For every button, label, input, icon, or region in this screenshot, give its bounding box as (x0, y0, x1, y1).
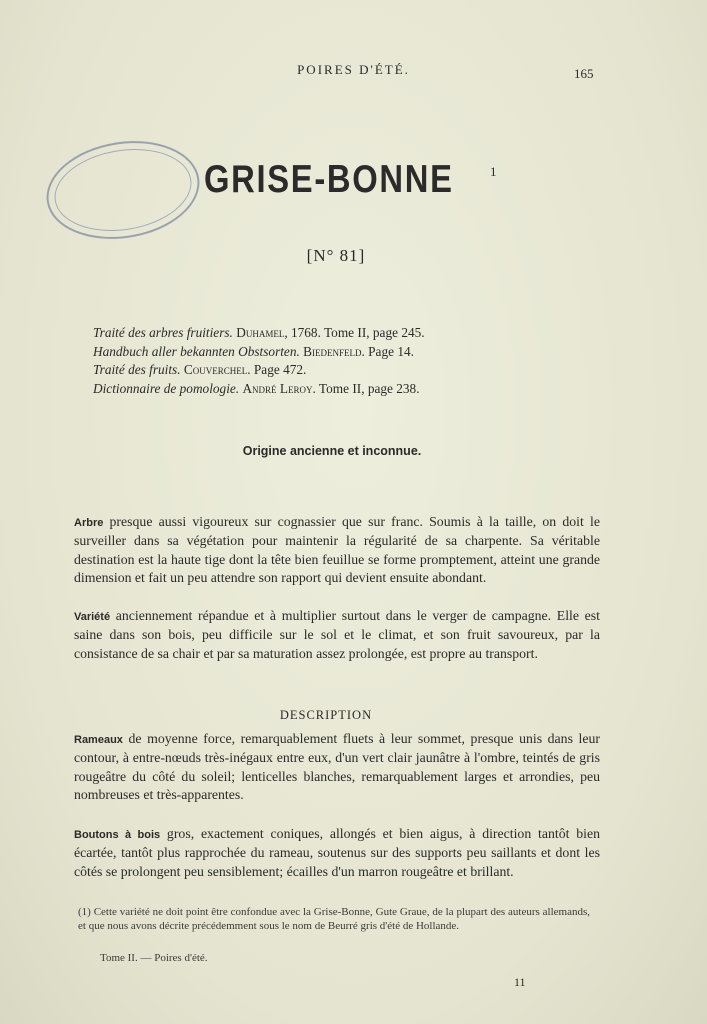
origin-heading: Origine ancienne et inconnue. (242, 444, 422, 458)
paragraph-variete: Variété anciennement répandue et à multiplier surtout dans le verger de campagne. Elle est saine dans son bois, peu difficile sur le sol et le climat, et son fruit savoureux, par la consistance de sa chair et par sa maturation assez prolongée, est propre au transport. (74, 608, 600, 661)
paragraph-label: Arbre (74, 517, 104, 529)
footnote-tome: Tome II. — Poires d'été. (100, 952, 208, 964)
paragraph-label: Boutons à bois (74, 829, 161, 841)
paragraph-label: Variété (74, 611, 111, 623)
signature-mark: 11 (514, 975, 526, 989)
paragraph-rameaux: Rameaux de moyenne force, remarquablement fluets à leur sommet, presque unis dans leur contour, à entre-nœuds très-inégaux entre eux, d'un vert clair jaunâtre à l'ombre, teintés de gris rougeâtre du côté du soleil; lenticelles blanches, remarquablement larges et arrondies, peu nombreuses et très-apparentes. (74, 731, 600, 803)
running-head: POIRES D'ÉTÉ. (297, 62, 410, 77)
reference-item: Dictionnaire de pomologie. André Leroy. Tome II, page 238. (93, 380, 420, 396)
description-heading: DESCRIPTION (279, 708, 373, 722)
title-footnote-mark: 1 (490, 164, 497, 179)
library-stamp (39, 131, 206, 250)
page-title: GRISE-BONNE (204, 158, 454, 201)
paragraph-label: Rameaux (74, 734, 123, 746)
footnote: (1) Cette variété ne doit point être confondue avec la Grise-Bonne, Gute Graue, de la plupart des auteurs allemands, et que nous avons décrite précédemment sous le nom de Beurré gris d'été de Hollande. (78, 906, 590, 932)
reference-item: Traité des arbres fruitiers. Duhamel, 1768. Tome II, page 245. (93, 325, 425, 340)
reference-item: Handbuch aller bekannten Obstsorten. Biedenfeld. Page 14. (93, 343, 414, 359)
paragraph-arbre: Arbre presque aussi vigoureux sur cognassier que sur franc. Soumis à la taille, on doit le surveiller dans sa végétation pour maintenir la régularité de sa charpente. Sa véritable destination est la haute tige dont la tête bien feuillue se forme promptement, atteint une grande dimension et fait un peu attendre son rapport qui devient ensuite abondant. (74, 514, 600, 586)
page-number: 165 (574, 66, 594, 81)
library-stamp-ring (49, 140, 198, 241)
variety-number: [N° 81] (306, 246, 366, 265)
references (93, 324, 425, 398)
reference-item: Traité des fruits. Couverchel. Page 472. (93, 362, 307, 377)
paragraph-boutons: Boutons à bois gros, exactement coniques, allongés et bien aigus, à direction tantôt bien écartée, tantôt plus rapprochée du rameau, soutenus sur des supports peu saillants et dont les côtés se prolongent peu sensiblement; écailles d'un marron rougeâtre et brillant. (74, 826, 600, 879)
